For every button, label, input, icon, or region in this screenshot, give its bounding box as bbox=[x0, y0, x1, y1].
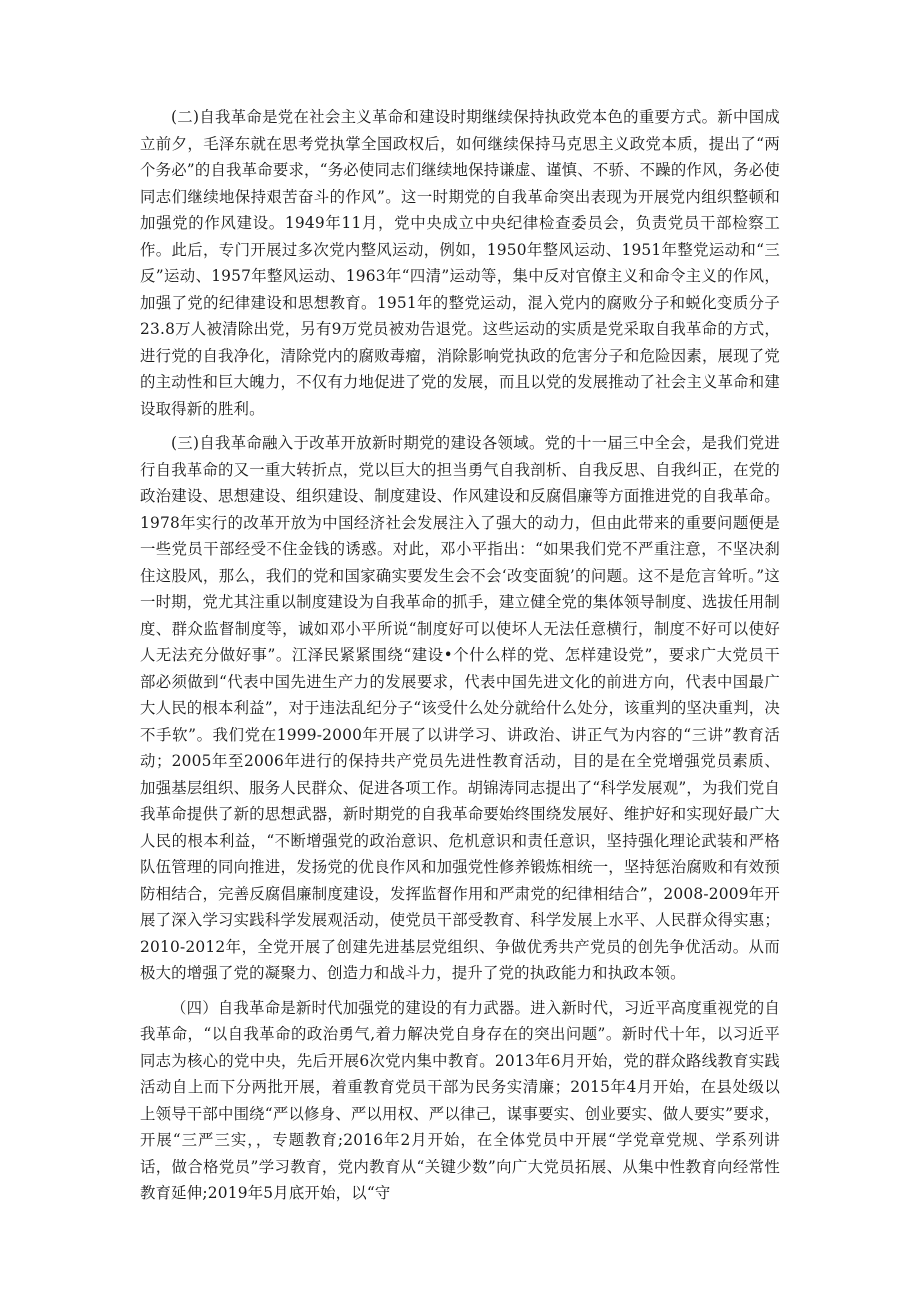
paragraph-reform-opening: (三)自我革命融入于改革开放新时期党的建设各领域。党的十一届三中全会，是我们党进行自我革命的又一重大转折点，党以巨大的担当勇气自我剖析、自我反思、自我纠正，在党的政治建设、思想建设、组织建设、制度建设、作风建设和反腐倡廉等方面推进党的自我革命。1978年实行的改革开放为中国经济社会发展注入了强大的动力，但由此带来的重要问题便是一些党员干部经受不住金钱的诱惑。对此，邓小平指出：“如果我们党不严重注意，不坚决刹住这股风，那么，我们的党和国家确实要发生会不会‘改变面貌’的问题。这不是危言耸听。”这一时期，党尤其注重以制度建设为自我革命的抓手，建立健全党的集体领导制度、选拔任用制度、群众监督制度等，诚如邓小平所说“制度好可以使坏人无法任意横行，制度不好可以使好人无法充分做好事”。江泽民紧紧围绕“建设•个什么样的党、怎样建设党”，要求广大党员干部必须做到“代表中国先进生产力的发展要求，代表中国先进文化的前进方向，代表中国最广大人民的根本利益”，对于违法乱纪分子“该受什么处分就给什么处分，该重判的坚决重判，决不手软”。我们党在1999-2000年开展了以讲学习、讲政治、讲正气为内容的“三讲”教育活动；2005年至2006年进行的保持共产党员先进性教育活动，目的是在全党增强党员素质、加强基层组织、服务人民群众、促进各项工作。胡锦涛同志提出了“科学发展观”，为我们党自我革命提供了新的思想武器，新时期党的自我革命要始终围绕发展好、维护好和实现好最广大人民的根本利益，“不断增强党的政治意识、危机意识和责任意识，坚持强化理论武装和严格队伍管理的同向推进，发扬党的优良作风和加强党性修养锻炼相统一，坚持惩治腐败和有效预防相结合，完善反腐倡廉制度建设，发挥监督作用和严肃党的纪律相结合”，2008-2009年开展了深入学习实践科学发展观活动，使党员干部受教育、科学发展上水平、人民群众得实惠；2010-2012年，全党开展了创建先进基层党组织、争做优秀共产党员的创先争优活动。从而极大的增强了党的凝聚力、创造力和战斗力，提升了党的执政能力和执政本领。 bbox=[140, 434, 780, 982]
paragraph-new-era: （四）自我革命是新时代加强党的建设的有力武器。进入新时代，习近平高度重视党的自我革命，“以自我革命的政治勇气,着力解决党自身存在的突出问题”。新时代十年，以习近平同志为核心的党中央，先后开展6次党内集中教育。2013年6月开始，党的群众路线教育实践活动自上而下分两批开展，着重教育党员干部为民务实清廉；2015年4月开始，在县处级以上领导干部中围绕“严以修身、严以用权、严以律己，谋事要实、创业要实、做人要实”要求，开展“三严三实，，专题教育;2016年2月开始，在全体党员中开展“学党章党规、学系列讲话，做合格党员”学习教育，党内教育从“关键少数”向广大党员拓展、从集中性教育向经常性教育延伸;2019年5月底开始，以“守 bbox=[140, 998, 780, 1202]
document-body bbox=[140, 104, 780, 1215]
paragraph-socialist-construction: (二)自我革命是党在社会主义革命和建设时期继续保持执政党本色的重要方式。新中国成立前夕，毛泽东就在思考党执掌全国政权后，如何继续保持马克思主义政党本质，提出了“两个务必”的自我革命要求，“务必使同志们继续地保持谦虚、谨慎、不骄、不躁的作风，务必使同志们继续地保持艰苦奋斗的作风”。这一时期党的自我革命突出表现为开展党内组织整顿和加强党的作风建设。1949年11月，党中央成立中央纪律检查委员会，负责党员干部检察工作。此后，专门开展过多次党内整风运动，例如，1950年整风运动、1951年整党运动和“三反”运动、1957年整风运动、1963年“四清”运动等，集中反对官僚主义和命令主义的作风，加强了党的纪律建设和思想教育。1951年的整党运动，混入党内的腐败分子和蜕化变质分子23.8万人被清除出党，另有9万党员被劝告退党。这些运动的实质是党采取自我革命的方式，进行党的自我净化，清除党内的腐败毒瘤，消除影响党执政的危害分子和危险因素，展现了党的主动性和巨大魄力，不仅有力地促进了党的发展，而且以党的发展推动了社会主义革命和建设取得新的胜利。 bbox=[140, 108, 780, 418]
